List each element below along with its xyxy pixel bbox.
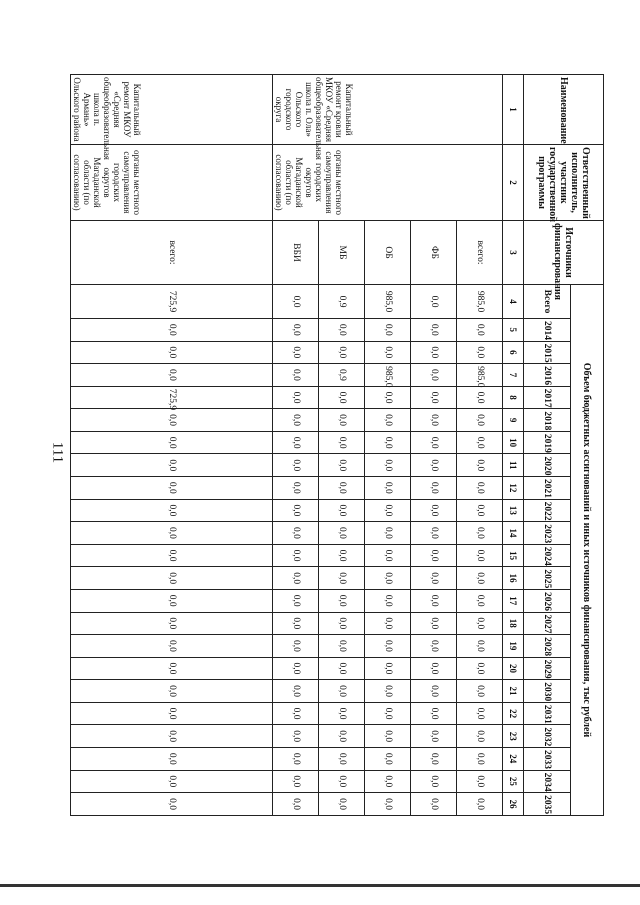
year-value: 0,0 xyxy=(457,454,503,477)
year-value: 0,0 xyxy=(71,657,273,680)
year-value: 0,0 xyxy=(273,409,319,432)
year-value: 0,0 xyxy=(71,725,273,748)
year-value: 0,0 xyxy=(365,477,411,500)
column-number: 14 xyxy=(503,522,524,545)
year-value: 0,0 xyxy=(411,770,457,793)
column-number: 4 xyxy=(503,285,524,319)
year-value: 0,0 xyxy=(411,657,457,680)
year-value: 0,0 xyxy=(319,386,365,409)
year-value: 0,0 xyxy=(457,589,503,612)
year-value: 0,0 xyxy=(365,657,411,680)
rotated-table-wrapper xyxy=(70,74,604,816)
year-value: 0,0 xyxy=(365,793,411,816)
year-value: 0,0 xyxy=(273,702,319,725)
funding-source: ОБ xyxy=(365,221,411,285)
year-value: 0,0 xyxy=(71,454,273,477)
year-value: 0,0 xyxy=(365,770,411,793)
total-value: 0,0 xyxy=(273,285,319,319)
year-value: 0,0 xyxy=(273,522,319,545)
header-year-2029: 2029 xyxy=(524,657,571,680)
year-value: 0,0 xyxy=(365,635,411,658)
year-value: 0,0 xyxy=(411,522,457,545)
year-value: 0,0 xyxy=(319,319,365,342)
column-number: 5 xyxy=(503,319,524,342)
year-value: 0,0 xyxy=(71,680,273,703)
header-name: Наименование xyxy=(524,75,604,145)
year-value: 0,0 xyxy=(411,725,457,748)
column-number-row xyxy=(503,75,524,816)
column-number: 6 xyxy=(503,341,524,364)
table-body xyxy=(71,75,503,816)
year-value: 0,0 xyxy=(319,454,365,477)
header-year-2033: 2033 xyxy=(524,747,571,770)
year-value: 0,0 xyxy=(319,589,365,612)
year-value: 0,0 xyxy=(319,680,365,703)
header-year-2014: 2014 xyxy=(524,319,571,342)
year-value: 0,0 xyxy=(71,544,273,567)
year-value: 0,0 xyxy=(273,589,319,612)
year-value: 725,9 xyxy=(71,386,273,409)
year-value: 0,0 xyxy=(71,747,273,770)
year-value: 985,0 xyxy=(457,364,503,387)
year-value: 0,0 xyxy=(411,612,457,635)
year-value: 0,0 xyxy=(71,770,273,793)
year-value: 0,0 xyxy=(71,319,273,342)
year-value: 0,0 xyxy=(273,635,319,658)
header-funding: Объем бюджетных ассигнований и иных источников финансирования, тыс рублей xyxy=(571,285,604,816)
year-value: 0,0 xyxy=(411,477,457,500)
year-value: 0,0 xyxy=(457,657,503,680)
column-number: 3 xyxy=(503,221,524,285)
year-value: 0,0 xyxy=(273,454,319,477)
header-year-2032: 2032 xyxy=(524,725,571,748)
header-year-2027: 2027 xyxy=(524,612,571,635)
year-value: 0,0 xyxy=(411,589,457,612)
year-value: 0,0 xyxy=(457,477,503,500)
year-value: 0,0 xyxy=(319,409,365,432)
column-number: 10 xyxy=(503,431,524,454)
year-value: 0,0 xyxy=(71,702,273,725)
year-value: 0,0 xyxy=(411,747,457,770)
total-value: 725,9 xyxy=(71,285,273,319)
year-value: 0,0 xyxy=(365,544,411,567)
year-value: 0,0 xyxy=(319,793,365,816)
column-number: 23 xyxy=(503,725,524,748)
year-value: 0,0 xyxy=(365,341,411,364)
year-value: 0,0 xyxy=(319,341,365,364)
total-value: 0,0 xyxy=(411,285,457,319)
year-value: 0,0 xyxy=(71,612,273,635)
header-year-2020: 2020 xyxy=(524,454,571,477)
year-value: 0,0 xyxy=(319,567,365,590)
funding-table xyxy=(70,74,604,816)
year-value: 0,0 xyxy=(457,341,503,364)
year-value: 0,0 xyxy=(319,657,365,680)
year-value: 0,0 xyxy=(71,589,273,612)
year-value: 0,0 xyxy=(273,567,319,590)
year-value: 0,0 xyxy=(457,499,503,522)
year-value: 0,0 xyxy=(319,499,365,522)
year-value: 0,0 xyxy=(273,793,319,816)
year-value: 0,0 xyxy=(457,635,503,658)
header-year-2026: 2026 xyxy=(524,589,571,612)
column-number: 19 xyxy=(503,635,524,658)
header-year-2015: 2015 xyxy=(524,341,571,364)
year-value: 0,0 xyxy=(457,612,503,635)
header-row-1 xyxy=(571,75,604,816)
column-number: 17 xyxy=(503,589,524,612)
column-number: 2 xyxy=(503,145,524,221)
header-year-2031: 2031 xyxy=(524,702,571,725)
year-value: 0,9 xyxy=(319,364,365,387)
year-value: 0,0 xyxy=(365,747,411,770)
year-value: 0,0 xyxy=(273,499,319,522)
year-value: 0,0 xyxy=(319,725,365,748)
year-value: 0,0 xyxy=(365,589,411,612)
column-number: 8 xyxy=(503,386,524,409)
project-name: Капитальный ремонт МКОУ «Средняя общеобразовательная школа п. Армань» Ольского района xyxy=(71,75,273,145)
column-number: 7 xyxy=(503,364,524,387)
year-value: 0,0 xyxy=(71,477,273,500)
year-value: 0,0 xyxy=(365,680,411,703)
header-year-2021: 2021 xyxy=(524,477,571,500)
year-value: 0,0 xyxy=(273,431,319,454)
year-value: 0,0 xyxy=(365,319,411,342)
year-value: 0,0 xyxy=(319,522,365,545)
year-value: 0,0 xyxy=(365,567,411,590)
column-number: 15 xyxy=(503,544,524,567)
funding-source: ФБ xyxy=(411,221,457,285)
year-value: 0,0 xyxy=(273,386,319,409)
year-value: 0,0 xyxy=(365,499,411,522)
year-value: 0,0 xyxy=(457,431,503,454)
year-value: 0,0 xyxy=(319,747,365,770)
table-row xyxy=(71,75,273,816)
year-value: 0,0 xyxy=(365,431,411,454)
year-value: 0,0 xyxy=(319,477,365,500)
year-value: 0,0 xyxy=(411,499,457,522)
year-value: 0,0 xyxy=(71,341,273,364)
year-value: 0,0 xyxy=(365,454,411,477)
column-number: 25 xyxy=(503,770,524,793)
year-value: 0,0 xyxy=(365,409,411,432)
header-responsible: Ответственный исполнитель, участник государственной программы xyxy=(524,145,604,221)
year-value: 0,0 xyxy=(319,702,365,725)
year-value: 0,0 xyxy=(411,454,457,477)
responsible-executor: органы местного самоуправления городских округов Магаданской области (по согласованию) xyxy=(273,145,503,221)
year-value: 0,0 xyxy=(319,431,365,454)
year-value: 0,0 xyxy=(273,657,319,680)
year-value: 0,0 xyxy=(411,702,457,725)
year-value: 0,0 xyxy=(411,567,457,590)
column-number: 26 xyxy=(503,793,524,816)
year-value: 0,0 xyxy=(365,702,411,725)
column-number: 22 xyxy=(503,702,524,725)
year-value: 0,0 xyxy=(457,702,503,725)
header-year-2030: 2030 xyxy=(524,680,571,703)
year-value: 0,0 xyxy=(411,793,457,816)
year-value: 0,0 xyxy=(71,522,273,545)
year-value: 0,0 xyxy=(411,635,457,658)
year-value: 0,0 xyxy=(273,725,319,748)
year-value: 0,0 xyxy=(457,319,503,342)
year-value: 0,0 xyxy=(273,680,319,703)
column-number: 20 xyxy=(503,657,524,680)
year-value: 0,0 xyxy=(365,522,411,545)
total-value: 0,9 xyxy=(319,285,365,319)
column-number: 24 xyxy=(503,747,524,770)
funding-source: всего: xyxy=(457,221,503,285)
year-value: 0,0 xyxy=(457,770,503,793)
year-value: 0,0 xyxy=(319,770,365,793)
page-number: 111 xyxy=(49,441,66,464)
year-value: 0,0 xyxy=(457,793,503,816)
year-value: 0,0 xyxy=(411,319,457,342)
year-value: 0,0 xyxy=(273,544,319,567)
column-number: 12 xyxy=(503,477,524,500)
year-value: 0,0 xyxy=(71,567,273,590)
column-number: 18 xyxy=(503,612,524,635)
header-year-2028: 2028 xyxy=(524,635,571,658)
header-year-2025: 2025 xyxy=(524,567,571,590)
header-year-2022: 2022 xyxy=(524,499,571,522)
header-year-2035: 2035 xyxy=(524,793,571,816)
year-value: 0,0 xyxy=(411,680,457,703)
total-value: 985,0 xyxy=(365,285,411,319)
total-value: 985,0 xyxy=(457,285,503,319)
year-value: 0,0 xyxy=(71,635,273,658)
header-year-2016: 2016 xyxy=(524,364,571,387)
column-number: 1 xyxy=(503,75,524,145)
year-value: 0,0 xyxy=(411,544,457,567)
year-value: 0,0 xyxy=(411,364,457,387)
year-value: 0,0 xyxy=(457,725,503,748)
year-value: 0,0 xyxy=(457,409,503,432)
header-year-2024: 2024 xyxy=(524,544,571,567)
column-number: 21 xyxy=(503,680,524,703)
year-value: 0,0 xyxy=(457,522,503,545)
year-value: 0,0 xyxy=(411,341,457,364)
responsible-executor: органы местного самоуправления городских округов Магаданской области (по согласованию) xyxy=(71,145,273,221)
year-value: 0,0 xyxy=(273,341,319,364)
year-value: 0,0 xyxy=(457,680,503,703)
year-value: 0,0 xyxy=(71,364,273,387)
year-value: 0,0 xyxy=(273,770,319,793)
header-total: Всего xyxy=(524,285,571,319)
year-value: 0,0 xyxy=(365,725,411,748)
year-value: 0,0 xyxy=(273,364,319,387)
table-row xyxy=(457,75,503,816)
year-value: 0,0 xyxy=(411,409,457,432)
year-value: 0,0 xyxy=(273,477,319,500)
funding-source: ВБИ xyxy=(273,221,319,285)
header-year-2034: 2034 xyxy=(524,770,571,793)
footer-rule xyxy=(0,884,640,887)
year-value: 0,0 xyxy=(411,431,457,454)
year-value: 985,0 xyxy=(365,364,411,387)
column-number: 16 xyxy=(503,567,524,590)
year-value: 0,0 xyxy=(71,409,273,432)
year-value: 0,0 xyxy=(457,567,503,590)
year-value: 0,0 xyxy=(457,386,503,409)
year-value: 0,0 xyxy=(319,544,365,567)
header-sources: Источники финансирования xyxy=(524,221,604,285)
year-value: 0,0 xyxy=(273,612,319,635)
funding-source: всего: xyxy=(71,221,273,285)
year-value: 0,0 xyxy=(319,635,365,658)
header-year-2017: 2017 xyxy=(524,386,571,409)
header-year-2019: 2019 xyxy=(524,431,571,454)
year-value: 0,0 xyxy=(457,747,503,770)
year-value: 0,0 xyxy=(71,793,273,816)
column-number: 13 xyxy=(503,499,524,522)
year-value: 0,0 xyxy=(319,612,365,635)
project-name: Капитальный ремонт кровли МКОУ «Средняя общеобразовательная школа п. Ола» Ольского городского округа xyxy=(273,75,503,145)
header-year-2023: 2023 xyxy=(524,522,571,545)
year-value: 0,0 xyxy=(71,431,273,454)
year-value: 0,0 xyxy=(365,612,411,635)
column-number: 9 xyxy=(503,409,524,432)
column-number: 11 xyxy=(503,454,524,477)
year-value: 0,0 xyxy=(273,747,319,770)
year-value: 0,0 xyxy=(457,544,503,567)
year-value: 0,0 xyxy=(365,386,411,409)
year-value: 0,0 xyxy=(411,386,457,409)
year-value: 0,0 xyxy=(273,319,319,342)
year-value: 0,0 xyxy=(71,499,273,522)
funding-source: МБ xyxy=(319,221,365,285)
header-year-2018: 2018 xyxy=(524,409,571,432)
